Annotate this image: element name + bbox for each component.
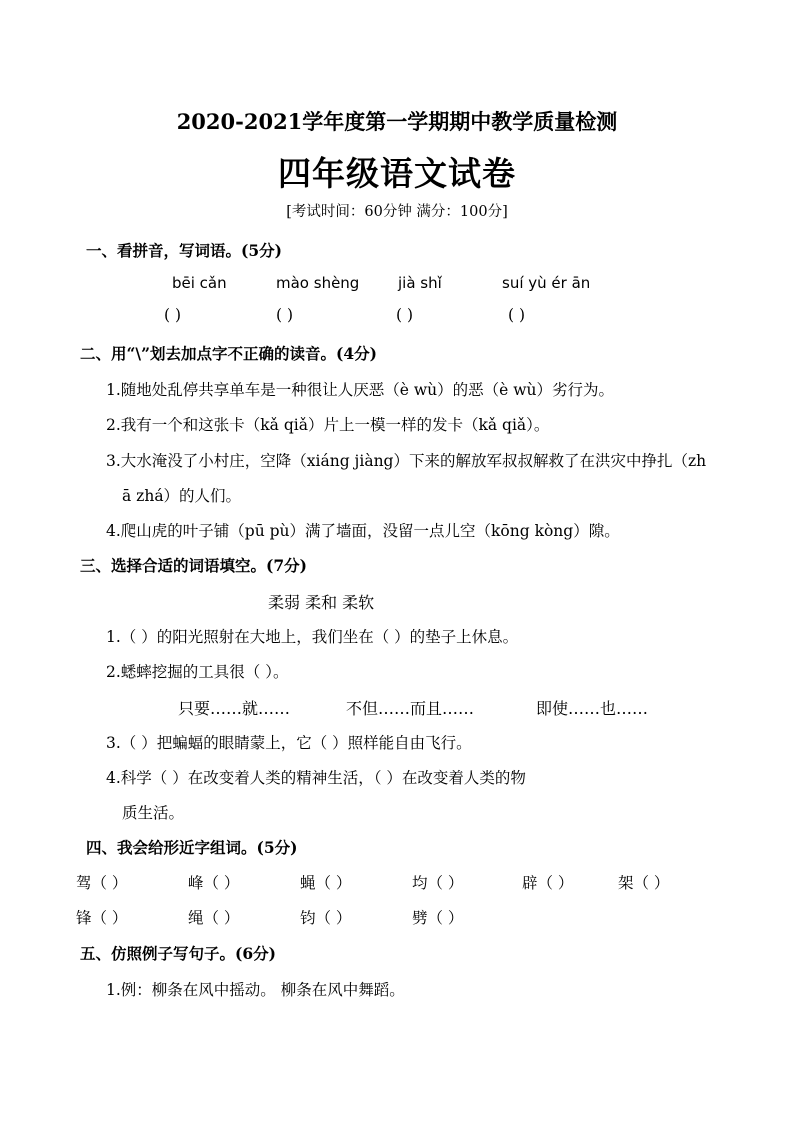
question-2-3: 3.大水淹没了小村庄，空降（xiáng jiàng）下来的解放军叔叔解救了在洪灾中挣扎（zh	[106, 452, 707, 470]
question-2-4: 4.爬山虎的叶子铺（pū pù）满了墙面，没留一点儿空（kōng kòng）隙。	[106, 522, 620, 540]
paper-title: 四年级语文试卷	[278, 154, 516, 193]
section-1-title: 一、看拼音，写词语。(5分)	[86, 241, 282, 260]
conjunction-1: 只要……就……	[178, 699, 291, 718]
char-item-5[interactable]: 辟（ ）	[522, 874, 574, 892]
question-3-4: 4.科学（ ）在改变着人类的精神生活，（ ）在改变着人类的物	[106, 769, 526, 787]
char-item-10[interactable]: 劈（ ）	[412, 909, 464, 927]
char-item-1[interactable]: 驾（ ）	[76, 874, 128, 892]
answer-blank-4[interactable]: ( )	[508, 306, 526, 324]
answer-blank-3[interactable]: ( )	[396, 306, 414, 324]
question-2-2: 2.我有一个和这张卡（kǎ qiǎ）片上一模一样的发卡（kǎ qiǎ）。	[106, 416, 550, 434]
question-3-2: 2.蟋蟀挖掘的工具很（ ）。	[106, 663, 289, 681]
pinyin-3: jià shǐ	[398, 274, 442, 292]
section-2-title: 二、用“\”划去加点字不正确的读音。(4分)	[80, 344, 377, 363]
char-item-9[interactable]: 钧（ ）	[300, 909, 352, 927]
conjunction-3: 即使……也……	[536, 699, 649, 718]
question-3-4-cont: 质生活。	[122, 804, 185, 822]
question-3-1: 1.（ ）的阳光照射在大地上，我们坐在（ ）的垫子上休息。	[106, 628, 519, 646]
pinyin-2: mào shèng	[276, 274, 360, 292]
example-sentence: 1.例：柳条在风中摇动。 柳条在风中舞蹈。	[106, 981, 405, 999]
char-item-7[interactable]: 锋（ ）	[76, 909, 128, 927]
section-4-title: 四、我会给形近字组词。(5分)	[86, 838, 298, 857]
exam-info: [考试时间：60分钟 满分：100分]	[286, 204, 508, 220]
char-item-4[interactable]: 均（ ）	[412, 874, 464, 892]
section-5-title: 五、仿照例子写句子。(6分)	[80, 944, 276, 963]
pinyin-4: suí yù ér ān	[502, 274, 591, 292]
char-item-2[interactable]: 峰（ ）	[188, 874, 240, 892]
question-3-3: 3.（ ）把蝙蝠的眼睛蒙上，它（ ）照样能自由飞行。	[106, 734, 472, 752]
answer-blank-1[interactable]: ( )	[164, 306, 182, 324]
char-item-6[interactable]: 架（ ）	[618, 874, 670, 892]
char-item-3[interactable]: 蝇（ ）	[300, 874, 352, 892]
question-2-3-cont: ā zhá）的人们。	[122, 487, 242, 505]
question-2-1: 1.随地处乱停共享单车是一种很让人厌恶（è wù）的恶（è wù）劣行为。	[106, 381, 614, 399]
pinyin-1: bēi cǎn	[172, 274, 227, 292]
word-choices: 柔弱 柔和 柔软	[268, 593, 375, 612]
section-3-title: 三、选择合适的词语填空。(7分)	[80, 556, 307, 575]
answer-blank-2[interactable]: ( )	[276, 306, 294, 324]
exam-title: 2020-2021学年度第一学期期中教学质量检测	[176, 109, 618, 134]
char-item-8[interactable]: 绳（ ）	[188, 909, 240, 927]
conjunction-2: 不但……而且……	[346, 699, 475, 718]
